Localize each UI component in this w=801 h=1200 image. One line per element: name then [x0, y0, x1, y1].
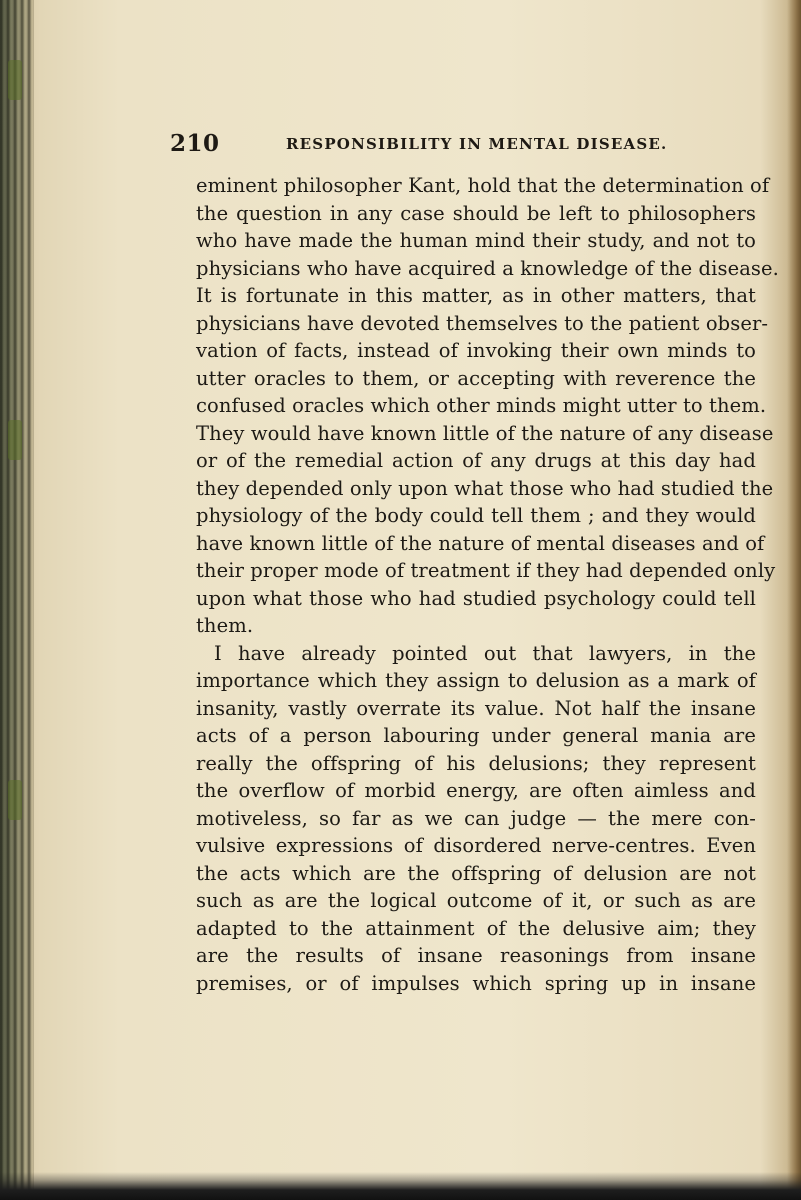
spine-stain: [8, 780, 22, 820]
text-line: importance which they assign to delusion as a mark of: [196, 669, 756, 692]
text-line: physiology of the body could tell them ; and they would: [196, 504, 756, 527]
text-line: the overflow of morbid energy, are often aimless and: [196, 779, 756, 802]
text-line: confused oracles which other minds might utter to them.: [196, 394, 767, 417]
page-number: 210: [170, 130, 220, 157]
text-line: the acts which are the offspring of delusion are not: [196, 861, 756, 885]
text-line: the question in any case should be left to philosophers: [196, 201, 756, 225]
text-line: adapted to the attainment of the delusive aim; they: [196, 916, 756, 940]
book-spine: [0, 0, 34, 1200]
running-head: RESPONSIBILITY IN MENTAL DISEASE.: [286, 135, 668, 153]
body-text: [196, 172, 779, 997]
text-line: have known little of the nature of mental diseases and of: [196, 531, 765, 555]
text-line: They would have known little of the nature of any disease: [196, 421, 774, 445]
text-line: I have already pointed out that lawyers, in the: [214, 641, 756, 665]
text-line: utter oracles to them, or accepting with reverence the: [196, 366, 756, 390]
page-bottom-edge: [0, 1172, 801, 1200]
text-line: or of the remedial action of any drugs at this day had: [196, 449, 756, 472]
spine-stain: [8, 60, 22, 100]
text-line: physicians who have acquired a knowledge of the disease.: [196, 256, 779, 280]
text-line: who have made the human mind their study, and not to: [196, 229, 756, 252]
text-line: vulsive expressions of disordered nerve-centres. Even: [196, 834, 756, 857]
page-header: [170, 130, 730, 160]
spine-stain: [8, 420, 22, 460]
text-line: motiveless, so far as we can judge — the mere con-: [196, 806, 756, 830]
text-line: they depended only upon what those who had studied the: [196, 476, 774, 500]
text-line: It is fortunate in this matter, as in other matters, that: [196, 284, 756, 307]
text-line: acts of a person labouring under general mania are: [196, 724, 756, 747]
text-line: physicians have devoted themselves to the patient obser-: [196, 311, 769, 335]
text-line: insanity, vastly overrate its value. Not half the insane: [196, 696, 756, 720]
text-line: their proper mode of treatment if they had depended only: [196, 559, 776, 582]
text-line: premises, or of impulses which spring up in insane: [196, 971, 756, 995]
page-right-edge: [787, 0, 801, 1200]
text-line: them.: [196, 614, 254, 637]
text-line: vation of facts, instead of invoking their own minds to: [196, 339, 756, 362]
text-line: eminent philosopher Kant, hold that the determination of: [196, 174, 770, 197]
text-line: really the offspring of his delusions; they represent: [196, 751, 756, 775]
text-line: upon what those who had studied psychology could tell: [196, 586, 756, 610]
text-line: such as are the logical outcome of it, or such as are: [196, 889, 756, 912]
text-line: are the results of insane reasonings from insane: [196, 944, 756, 967]
